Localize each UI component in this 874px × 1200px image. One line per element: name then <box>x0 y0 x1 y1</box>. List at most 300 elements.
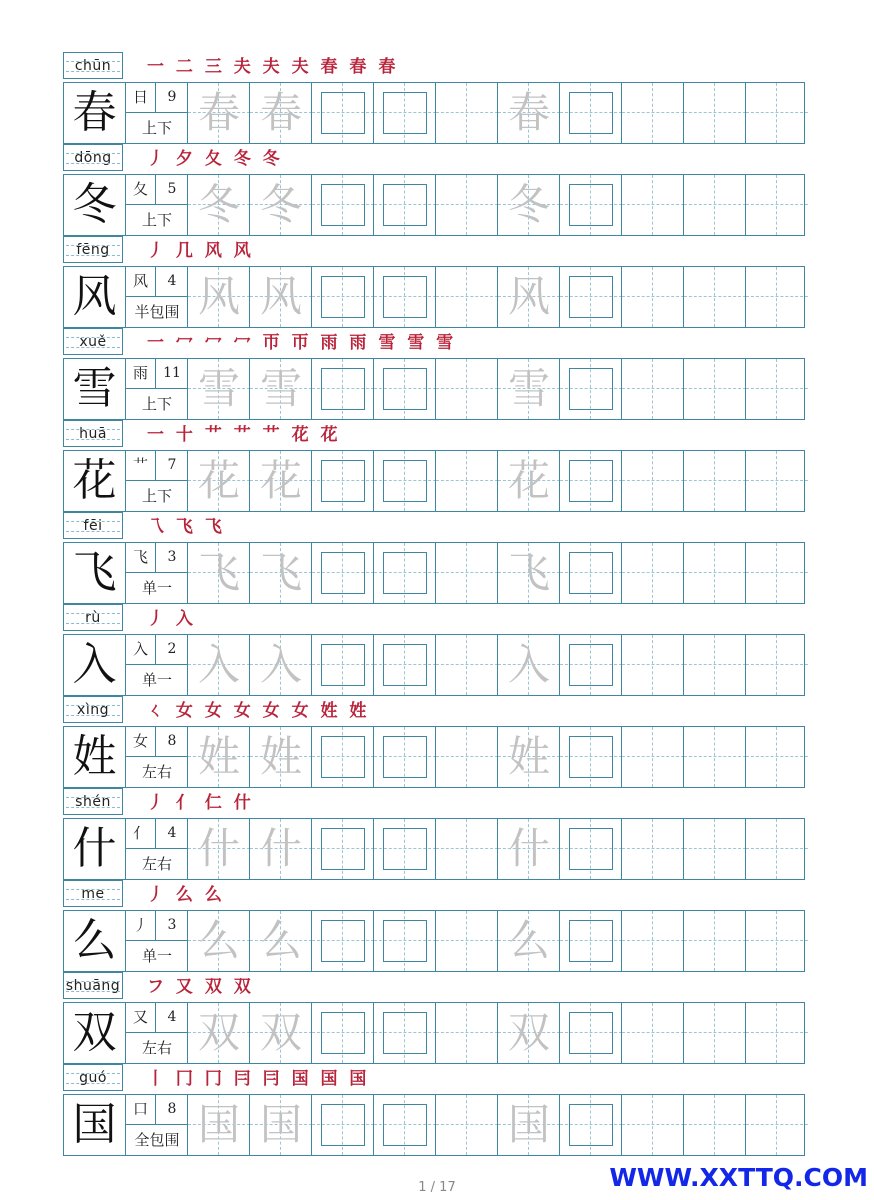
character-entry <box>63 512 805 604</box>
trace-character: 雪 <box>259 364 302 413</box>
inner-square <box>383 460 427 502</box>
trace-character: 飞 <box>197 548 240 597</box>
practice-cell <box>436 175 498 235</box>
trace-cell <box>498 267 560 327</box>
practice-cell <box>560 911 622 971</box>
inner-square <box>383 828 427 870</box>
guide-line <box>684 1032 746 1033</box>
practice-cell <box>684 727 746 787</box>
writing-grid-row <box>63 1094 805 1156</box>
guide-line <box>436 1124 498 1125</box>
guide-line <box>652 1003 653 1063</box>
inner-square <box>383 736 427 778</box>
practice-cell <box>312 83 374 143</box>
practice-cell <box>312 727 374 787</box>
character-info <box>126 359 188 419</box>
inner-square <box>569 460 613 502</box>
guide-line <box>622 296 684 297</box>
structure-type: 左右 <box>141 1039 172 1057</box>
trace-character: 飞 <box>259 548 302 597</box>
inner-square <box>383 92 427 134</box>
guide-line <box>776 727 777 787</box>
inner-square <box>383 276 427 318</box>
practice-cell <box>622 359 684 419</box>
pinyin-row <box>63 236 805 266</box>
inner-square <box>383 368 427 410</box>
pinyin-label: huā <box>63 420 123 447</box>
radical: 日 <box>126 83 156 113</box>
guide-line <box>622 480 684 481</box>
pinyin-row <box>63 512 805 542</box>
writing-grid-row <box>63 358 805 420</box>
trace-character: 国 <box>197 1100 240 1149</box>
trace-cell <box>250 819 312 879</box>
character-entry <box>63 328 805 420</box>
guide-line <box>746 1032 808 1033</box>
guide-line <box>746 848 808 849</box>
guide-line <box>714 635 715 695</box>
trace-character: 冬 <box>197 180 240 229</box>
guide-line <box>652 819 653 879</box>
trace-cell <box>188 1095 250 1155</box>
guide-line <box>746 756 808 757</box>
trace-cell <box>188 635 250 695</box>
pinyin-row <box>63 52 805 82</box>
pinyin-row <box>63 880 805 910</box>
stroke-count: 5 <box>156 175 188 205</box>
guide-line <box>776 635 777 695</box>
guide-line <box>436 756 498 757</box>
model-character: 双 <box>64 1003 126 1063</box>
trace-cell <box>250 359 312 419</box>
guide-line <box>776 267 777 327</box>
trace-character: 风 <box>197 272 240 321</box>
pinyin-row <box>63 144 805 174</box>
pinyin-label: rù <box>63 604 123 631</box>
guide-line <box>436 480 498 481</box>
guide-line <box>436 204 498 205</box>
stroke-count: 4 <box>156 267 188 297</box>
guide-line <box>776 819 777 879</box>
practice-cell <box>622 727 684 787</box>
pinyin-label: xìng <box>63 696 123 723</box>
guide-line <box>652 359 653 419</box>
writing-grid-row <box>63 450 805 512</box>
practice-cell <box>560 451 622 511</box>
guide-line <box>684 1124 746 1125</box>
practice-cell <box>622 83 684 143</box>
stroke-order: 丿 么 么 <box>147 885 225 905</box>
inner-square <box>321 920 365 962</box>
trace-character: 冬 <box>259 180 302 229</box>
character-info <box>126 543 188 603</box>
practice-cell <box>560 1003 622 1063</box>
inner-square <box>383 184 427 226</box>
page-number: 1 / 17 <box>418 1180 456 1195</box>
pinyin-label: guó <box>63 1064 123 1091</box>
structure-type: 上下 <box>141 487 172 505</box>
trace-cell <box>188 543 250 603</box>
pinyin-label: xuě <box>63 328 123 355</box>
practice-cell <box>684 543 746 603</box>
practice-cell <box>746 83 808 143</box>
practice-cell <box>560 83 622 143</box>
guide-line <box>684 664 746 665</box>
character-info <box>126 1095 188 1155</box>
structure-type: 单一 <box>141 671 172 689</box>
stroke-count: 4 <box>156 1003 188 1033</box>
stroke-count: 4 <box>156 819 188 849</box>
trace-character: 姓 <box>507 732 550 781</box>
character-entry <box>63 52 805 144</box>
practice-cell <box>684 175 746 235</box>
practice-cell <box>312 635 374 695</box>
practice-cell <box>436 1003 498 1063</box>
structure-type: 左右 <box>141 855 172 873</box>
writing-grid-row <box>63 174 805 236</box>
trace-character: 什 <box>507 824 550 873</box>
pinyin-label: me <box>63 880 123 907</box>
trace-cell <box>250 175 312 235</box>
guide-line <box>652 451 653 511</box>
guide-line <box>466 175 467 235</box>
practice-cell <box>312 267 374 327</box>
guide-line <box>684 572 746 573</box>
model-character: 雪 <box>64 359 126 419</box>
radical: 飞 <box>126 543 156 573</box>
guide-line <box>776 1095 777 1155</box>
trace-character: 入 <box>507 640 550 689</box>
inner-square <box>321 184 365 226</box>
guide-line <box>776 1003 777 1063</box>
trace-character: 什 <box>259 824 302 873</box>
model-character: 花 <box>64 451 126 511</box>
stroke-count: 7 <box>156 451 188 481</box>
trace-character: 春 <box>259 88 302 137</box>
stroke-count: 2 <box>156 635 188 665</box>
guide-line <box>652 543 653 603</box>
pinyin-label: chūn <box>63 52 123 79</box>
structure-type: 上下 <box>141 395 172 413</box>
trace-cell <box>498 543 560 603</box>
guide-line <box>652 1095 653 1155</box>
guide-line <box>684 848 746 849</box>
stroke-order: 一 二 三 夫 夫 夫 春 春 春 <box>147 57 399 77</box>
trace-cell <box>250 451 312 511</box>
stroke-order: 丿 亻 仁 什 <box>147 793 254 813</box>
pinyin-row <box>63 604 805 634</box>
practice-cell <box>684 359 746 419</box>
guide-line <box>684 296 746 297</box>
inner-square <box>383 1104 427 1146</box>
practice-cell <box>684 83 746 143</box>
model-character: 冬 <box>64 175 126 235</box>
guide-line <box>436 940 498 941</box>
character-entry <box>63 1064 805 1156</box>
character-info <box>126 727 188 787</box>
inner-square <box>321 1104 365 1146</box>
writing-grid-row <box>63 1002 805 1064</box>
practice-cell <box>374 819 436 879</box>
inner-square <box>569 736 613 778</box>
guide-line <box>714 727 715 787</box>
guide-line <box>436 572 498 573</box>
practice-cell <box>312 1095 374 1155</box>
guide-line <box>622 572 684 573</box>
stroke-order: 乁 飞 飞 <box>147 517 225 537</box>
stroke-count: 9 <box>156 83 188 113</box>
trace-cell <box>498 911 560 971</box>
model-character: 春 <box>64 83 126 143</box>
model-character: 入 <box>64 635 126 695</box>
guide-line <box>466 819 467 879</box>
guide-line <box>684 940 746 941</box>
inner-square <box>569 552 613 594</box>
practice-cell <box>622 635 684 695</box>
pinyin-label: shén <box>63 788 123 815</box>
guide-line <box>652 175 653 235</box>
guide-line <box>746 204 808 205</box>
inner-square <box>569 644 613 686</box>
guide-line <box>684 204 746 205</box>
guide-line <box>776 543 777 603</box>
practice-cell <box>374 359 436 419</box>
practice-cell <box>560 727 622 787</box>
inner-square <box>569 828 613 870</box>
stroke-count: 11 <box>156 359 188 389</box>
guide-line <box>746 388 808 389</box>
guide-line <box>776 83 777 143</box>
guide-line <box>466 543 467 603</box>
trace-character: 入 <box>197 640 240 689</box>
practice-cell <box>746 359 808 419</box>
pinyin-label: fēng <box>63 236 123 263</box>
practice-cell <box>746 727 808 787</box>
inner-square <box>321 92 365 134</box>
practice-cell <box>312 451 374 511</box>
pinyin-row <box>63 420 805 450</box>
structure-type: 单一 <box>141 579 172 597</box>
inner-square <box>383 1012 427 1054</box>
guide-line <box>466 635 467 695</box>
inner-square <box>569 920 613 962</box>
character-entry <box>63 236 805 328</box>
radical: 雨 <box>126 359 156 389</box>
character-info <box>126 451 188 511</box>
guide-line <box>436 848 498 849</box>
guide-line <box>436 388 498 389</box>
practice-cell <box>684 911 746 971</box>
practice-cell <box>746 911 808 971</box>
trace-character: 国 <box>507 1100 550 1149</box>
stroke-order: 一 冖 冖 冖 帀 帀 雨 雨 雪 雪 雪 <box>147 333 457 353</box>
trace-character: 风 <box>259 272 302 321</box>
practice-cell <box>622 543 684 603</box>
trace-character: 冬 <box>507 180 550 229</box>
trace-cell <box>498 359 560 419</box>
trace-cell <box>250 267 312 327</box>
pinyin-label: dōng <box>63 144 123 171</box>
guide-line <box>714 267 715 327</box>
guide-line <box>622 112 684 113</box>
character-info <box>126 819 188 879</box>
guide-line <box>714 359 715 419</box>
trace-character: 么 <box>197 916 240 965</box>
guide-line <box>652 267 653 327</box>
guide-line <box>466 727 467 787</box>
pinyin-row <box>63 696 805 726</box>
stroke-order: 一 十 艹 艹 艹 花 花 <box>147 425 341 445</box>
guide-line <box>622 756 684 757</box>
trace-character: 雪 <box>197 364 240 413</box>
writing-grid-row <box>63 910 805 972</box>
trace-cell <box>250 1095 312 1155</box>
practice-cell <box>436 267 498 327</box>
practice-cell <box>684 1095 746 1155</box>
guide-line <box>746 664 808 665</box>
guide-line <box>436 112 498 113</box>
practice-cell <box>374 1095 436 1155</box>
character-entry <box>63 144 805 236</box>
trace-cell <box>498 819 560 879</box>
guide-line <box>684 112 746 113</box>
guide-line <box>714 543 715 603</box>
radical: 女 <box>126 727 156 757</box>
trace-cell <box>498 635 560 695</box>
guide-line <box>684 756 746 757</box>
model-character: 么 <box>64 911 126 971</box>
guide-line <box>466 911 467 971</box>
practice-cell <box>746 175 808 235</box>
stroke-order: 丨 冂 冂 冃 冃 国 国 国 <box>147 1069 370 1089</box>
radical: 夂 <box>126 175 156 205</box>
trace-cell <box>188 727 250 787</box>
stroke-count: 3 <box>156 911 188 941</box>
character-entry <box>63 788 805 880</box>
radical: 入 <box>126 635 156 665</box>
practice-cell <box>436 543 498 603</box>
inner-square <box>383 552 427 594</box>
guide-line <box>466 359 467 419</box>
inner-square <box>569 1104 613 1146</box>
trace-cell <box>188 1003 250 1063</box>
writing-grid-row <box>63 634 805 696</box>
trace-cell <box>188 819 250 879</box>
guide-line <box>652 83 653 143</box>
character-entry <box>63 972 805 1064</box>
character-entry <box>63 604 805 696</box>
structure-type: 上下 <box>141 211 172 229</box>
practice-cell <box>622 1095 684 1155</box>
pinyin-row <box>63 972 805 1002</box>
guide-line <box>746 112 808 113</box>
radical: 又 <box>126 1003 156 1033</box>
inner-square <box>383 920 427 962</box>
trace-cell <box>250 83 312 143</box>
inner-square <box>321 276 365 318</box>
practice-cell <box>622 267 684 327</box>
practice-cell <box>684 451 746 511</box>
practice-cell <box>374 267 436 327</box>
guide-line <box>714 83 715 143</box>
practice-cell <box>312 819 374 879</box>
stroke-order: 丿 入 <box>147 609 196 629</box>
guide-line <box>714 451 715 511</box>
trace-character: 花 <box>197 456 240 505</box>
practice-cell <box>374 1003 436 1063</box>
guide-line <box>746 296 808 297</box>
guide-line <box>746 940 808 941</box>
inner-square <box>321 736 365 778</box>
inner-square <box>321 460 365 502</box>
guide-line <box>466 1003 467 1063</box>
pinyin-label: fēi <box>63 512 123 539</box>
guide-line <box>622 664 684 665</box>
trace-character: 花 <box>507 456 550 505</box>
model-character: 飞 <box>64 543 126 603</box>
trace-cell <box>250 911 312 971</box>
character-entry <box>63 696 805 788</box>
practice-cell <box>312 1003 374 1063</box>
practice-cell <box>622 175 684 235</box>
practice-cell <box>374 83 436 143</box>
inner-square <box>569 1012 613 1054</box>
practice-cell <box>746 451 808 511</box>
stroke-order: 丿 几 风 风 <box>147 241 254 261</box>
character-info <box>126 83 188 143</box>
guide-line <box>466 1095 467 1155</box>
guide-line <box>622 388 684 389</box>
inner-square <box>321 552 365 594</box>
trace-character: 姓 <box>259 732 302 781</box>
structure-type: 上下 <box>141 119 172 137</box>
guide-line <box>776 911 777 971</box>
trace-cell <box>498 451 560 511</box>
pinyin-row <box>63 1064 805 1094</box>
site-watermark: WWW.XXTTQ.COM <box>609 1163 868 1192</box>
practice-cell <box>684 635 746 695</box>
practice-cell <box>312 359 374 419</box>
guide-line <box>746 1124 808 1125</box>
inner-square <box>321 644 365 686</box>
practice-cell <box>374 451 436 511</box>
practice-cell <box>436 451 498 511</box>
practice-cell <box>436 819 498 879</box>
stroke-count: 8 <box>156 1095 188 1125</box>
writing-grid-row <box>63 818 805 880</box>
guide-line <box>714 819 715 879</box>
trace-character: 么 <box>259 916 302 965</box>
radical: 口 <box>126 1095 156 1125</box>
pinyin-row <box>63 328 805 358</box>
writing-grid-row <box>63 542 805 604</box>
practice-cell <box>312 543 374 603</box>
trace-character: 什 <box>197 824 240 873</box>
guide-line <box>776 451 777 511</box>
practice-cell <box>622 451 684 511</box>
trace-character: 双 <box>507 1008 550 1057</box>
practice-cell <box>622 1003 684 1063</box>
trace-character: 雪 <box>507 364 550 413</box>
trace-cell <box>250 1003 312 1063</box>
practice-cell <box>374 727 436 787</box>
character-entry <box>63 880 805 972</box>
trace-cell <box>498 1095 560 1155</box>
structure-type: 半包围 <box>134 303 180 321</box>
trace-character: 国 <box>259 1100 302 1149</box>
trace-cell <box>188 359 250 419</box>
trace-character: 春 <box>197 88 240 137</box>
